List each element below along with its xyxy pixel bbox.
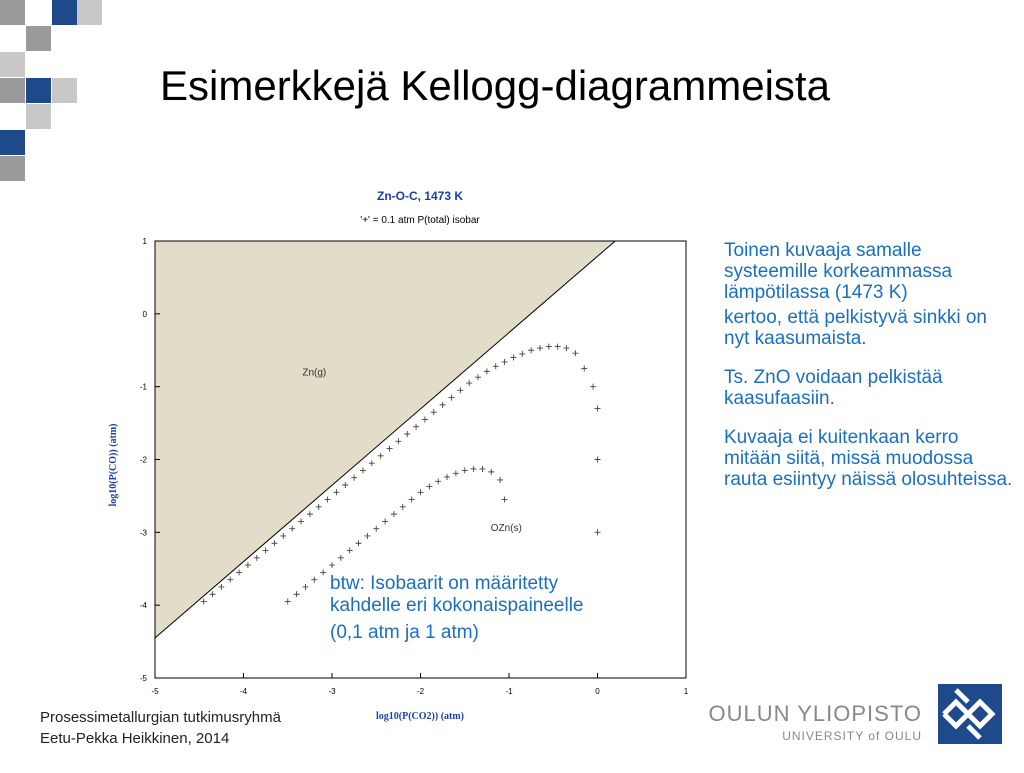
y-tick-label: -4 — [139, 601, 147, 611]
region-label: OZn(s) — [490, 522, 522, 534]
x-tick-label: -4 — [239, 687, 248, 696]
side-text-box — [724, 240, 1014, 494]
x-tick-label: -2 — [416, 687, 425, 696]
y-tick-label: -2 — [139, 455, 147, 465]
logo-subname: UNIVERSITY of OULU — [782, 729, 922, 743]
region-label: Zn(g) — [302, 367, 327, 379]
y-tick-label: 1 — [142, 237, 147, 246]
x-tick-label: -1 — [505, 687, 513, 696]
overlay-note — [330, 573, 584, 644]
y-axis-label: log10(P(CO)) (atm) — [108, 423, 119, 507]
side-paragraph: Kuvaaja ei kuitenkaan kerro mitään siitä, missä muodossa rauta esiintyy näissä olosuhteissa. — [724, 427, 1013, 490]
y-tick-label: 0 — [142, 309, 147, 319]
footer-line: Eetu-Pekka Heikkinen, 2014 — [40, 730, 230, 747]
chart-title: Zn-O-C, 1473 K — [376, 189, 464, 203]
y-tick-label: -5 — [139, 674, 147, 683]
side-paragraph: Ts. ZnO voidaan pelkistää kaasufaasiin. — [724, 367, 943, 409]
overlay-note-line: kahdelle eri kokonaispaineelle — [330, 595, 584, 616]
overlay-note-line: btw: Isobaarit on määritetty — [330, 573, 559, 594]
y-tick-label: -3 — [139, 528, 147, 538]
footer — [40, 707, 281, 749]
logo-name: OULUN YLIOPISTO — [708, 701, 922, 726]
footer-line: Prosessimetallurgian tutkimusryhmä — [40, 709, 281, 726]
side-paragraph: Toinen kuvaaja samalle systeemille korkeammassa lämpötilassa (1473 K) — [724, 240, 953, 303]
overlay-note-line: (0,1 atm ja 1 atm) — [330, 622, 479, 643]
university-emblem-icon — [938, 684, 1002, 744]
university-logo-text — [690, 701, 922, 743]
x-tick-label: -3 — [328, 687, 336, 696]
chart-subtitle: '+' = 0.1 atm P(total) isobar — [360, 215, 480, 226]
slide-title: Esimerkkejä Kellogg-diagrammeista — [160, 62, 830, 109]
y-tick-label: -1 — [139, 382, 147, 392]
x-tick-label: -5 — [151, 687, 159, 696]
x-tick-label: 0 — [595, 687, 600, 696]
x-axis-label: log10(P(CO2)) (atm) — [375, 711, 465, 722]
side-paragraph: kertoo, että pelkistyvä sinkki on nyt kaasumaista. — [724, 307, 987, 349]
x-tick-label: 1 — [683, 687, 689, 696]
